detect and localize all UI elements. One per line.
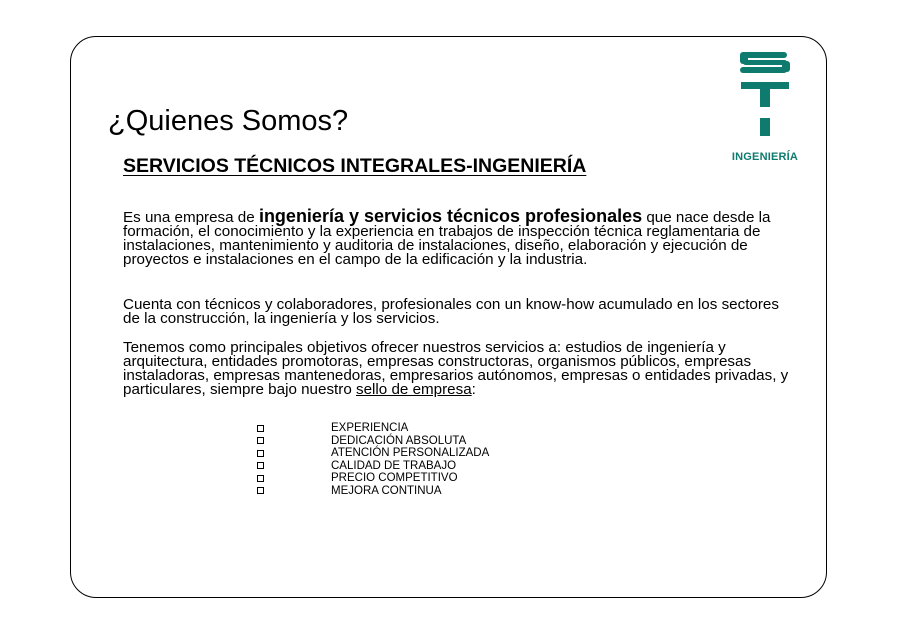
list-item (255, 447, 489, 460)
intro-text-end: que nace desde la formación, el conocimiento y la experiencia en trabajos de inspección técnica reglamentaria de instalaciones, mantenimiento y auditoria de instalaciones, diseño, elaboración y ejecución de proyectos e instalaciones en el campo de la edificación y la industria. (123, 209, 771, 268)
logo-letter-i (760, 118, 770, 136)
checkbox-icon (257, 487, 264, 494)
objectives-colon: : (471, 381, 476, 398)
list-item (255, 422, 489, 435)
checkbox-icon (257, 462, 264, 469)
list-item (255, 460, 489, 473)
page-title: ¿Quienes Somos? (108, 105, 349, 138)
values-list (255, 422, 489, 497)
logo-letter-t (741, 82, 789, 107)
list-item (255, 472, 489, 485)
intro-paragraph (123, 206, 798, 268)
logo-caption: INGENIERÍA (731, 151, 799, 163)
checkbox-icon (257, 437, 264, 444)
checkbox-icon (257, 450, 264, 457)
checkbox-icon (257, 475, 264, 482)
company-heading: SERVICIOS TÉCNICOS INTEGRALES-INGENIERÍA (123, 155, 587, 177)
objectives-paragraph (123, 341, 798, 397)
list-item-label: DEDICACIÓN ABSOLUTA (331, 434, 467, 447)
list-item (255, 485, 489, 498)
list-item-label: PRECIO COMPETITIVO (331, 472, 458, 485)
list-item-label: ATENCIÓN PERSONALIZADA (331, 447, 490, 460)
checkbox-icon (257, 425, 264, 432)
intro-text-start: Es una empresa de (123, 209, 259, 226)
list-item (255, 435, 489, 448)
list-item-label: CALIDAD DE TRABAJO (331, 459, 457, 472)
team-paragraph: Cuenta con técnicos y colaboradores, profesionales con un know-how acumulado en los sectores de la construcción, la ingeniería y los servicios. (123, 296, 779, 327)
sti-logo (715, 46, 815, 170)
list-item-label: MEJORA CONTINUA (331, 484, 442, 497)
logo-letter-s (740, 52, 790, 73)
seal-link: sello de empresa (356, 381, 472, 398)
list-item-label: EXPERIENCIA (331, 422, 409, 435)
sti-logo-mark (715, 46, 815, 146)
objectives-text: Tenemos como principales objetivos ofrecer nuestros servicios a: estudios de ingeniería y arquitectura, entidades promotoras, empresas constructoras, organismos públicos, empresas instaladoras, empresas mantenedoras, empresarios autónomos, empresas o entidades privadas, y particulares, siempre bajo nuestro (123, 339, 789, 398)
intro-highlight: ingeniería y servicios técnicos profesionales (258, 206, 643, 226)
